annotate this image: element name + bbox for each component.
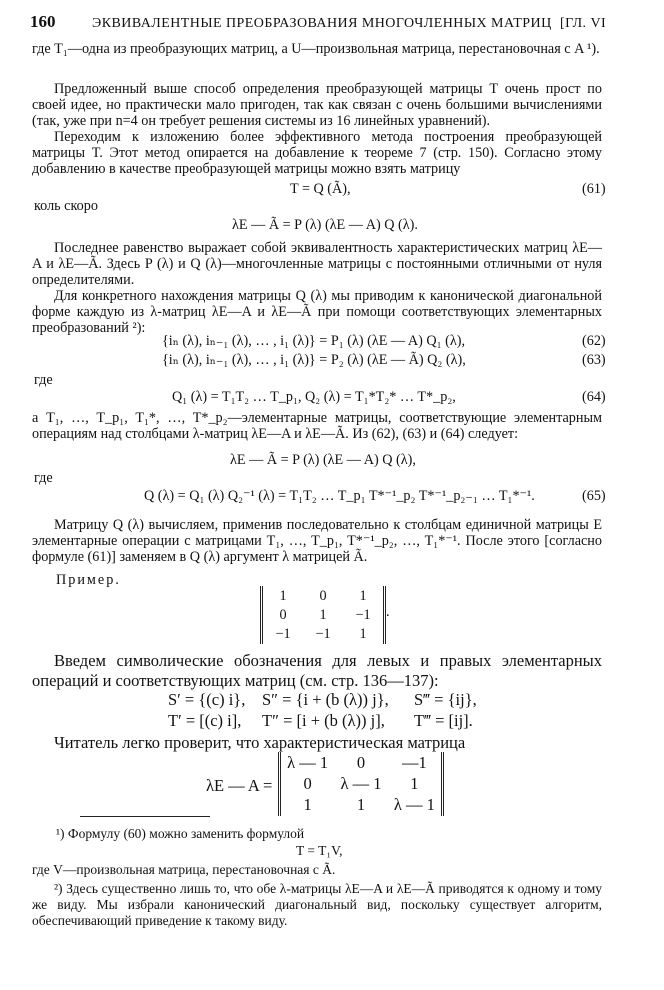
op-t2: T″ = [i + (b (λ)) j], bbox=[262, 711, 385, 730]
matrix-a-cell: −1 bbox=[355, 606, 371, 623]
equation-65-number: (65) bbox=[582, 488, 606, 504]
char-matrix-cell: λ — 1 bbox=[393, 795, 435, 815]
matrix-a-cell: 1 bbox=[319, 606, 327, 623]
big-paragraph-2: Читатель легко проверит, что характеристическая матрица bbox=[54, 733, 466, 752]
paragraph-6: а T₁, …, T_p₁, T₁*, …, T*_p₂—элементарные матрицы, соответствующие элементарным операциям над столбцами λ-матриц λE—A и λE—Ã. Из (62), (63) и (64) следует: bbox=[32, 410, 602, 442]
char-matrix-cell: 1 bbox=[303, 795, 312, 815]
char-matrix-cell: 1 bbox=[356, 795, 366, 815]
op-s1: S′ = {(c) i}, bbox=[168, 690, 246, 709]
equation-mid: λE — Ã = P (λ) (λE — A) Q (λ), bbox=[230, 452, 416, 468]
footnote-2: ²) Здесь существенно лишь то, что обе λ-матрицы λE—A и λE—Ã приводятся к одному и тому же виду. Мы избрали канонический диагональный вид, поскольку существует алгоритм, обеспечивающий приведение к такому виду. bbox=[32, 881, 602, 928]
matrix-a bbox=[260, 586, 386, 644]
matrix-a-cell: −1 bbox=[275, 626, 291, 643]
running-title: ЭКВИВАЛЕНТНЫЕ ПРЕОБРАЗОВАНИЯ МНОГОЧЛЕННЫХ МАТРИЦ bbox=[92, 16, 552, 31]
char-matrix-cell: —1 bbox=[401, 752, 427, 772]
matrix-a-cell: 0 bbox=[279, 606, 287, 623]
equation-61-number: (61) bbox=[582, 181, 606, 197]
big-paragraph-1: Введем символические обозначения для левых и правых элементарных операций и соответствующих матриц (см. стр. 136—137): bbox=[32, 651, 602, 690]
char-matrix-cell: λ — 1 bbox=[287, 752, 329, 772]
matrix-a-cell: 0 bbox=[319, 587, 327, 604]
matrix-a-cell: 1 bbox=[359, 587, 367, 604]
matrix-a-cell: 1 bbox=[359, 626, 367, 643]
paragraph-1: где T₁—одна из преобразующих матриц, а U—произвольная матрица, перестановочная с A ¹). bbox=[32, 41, 600, 57]
paragraph-2: Предложенный выше способ определения преобразующей матрицы T очень прост по своей идее, но практически мало пригоден, так как связан с очень большими вычислениями (так, уже при n=4 он требует решения системы из 16 линейных уравнений). bbox=[32, 81, 602, 129]
char-matrix-cell: 1 bbox=[410, 773, 419, 793]
equation-64-number: (64) bbox=[582, 389, 606, 405]
page-number: 160 bbox=[30, 12, 56, 31]
footnote-divider bbox=[80, 816, 210, 817]
text-gde-2: где bbox=[34, 470, 53, 486]
characteristic-matrix bbox=[278, 752, 444, 816]
equation-65: Q (λ) = Q₁ (λ) Q₂⁻¹ (λ) = T₁T₂ … T_p₁ T*⁻¹_p₂ T*⁻¹_p₂₋₁ … T₁*⁻¹. bbox=[144, 488, 535, 504]
example-label: Пример. bbox=[56, 572, 121, 588]
equation-lambda-equivalence: λE — Ã = P (λ) (λE — A) Q (λ). bbox=[232, 217, 418, 233]
matrix-a-cell: 1 bbox=[279, 587, 287, 604]
text-gde-1: где bbox=[34, 372, 53, 388]
matrix-a-period: . bbox=[386, 604, 390, 620]
paragraph-5: Для конкретного нахождения матрицы Q (λ) мы приводим к канонической диагональной форме каждую из λ-матриц λE—A и λE—Ã при помощи соответствующих элементарных преобразований ²): bbox=[32, 288, 602, 336]
paragraph-3: Переходим к изложению более эффективного метода построения преобразующей матрицы T. Этот метод опирается на добавление к теореме 7 (стр. 150). Согласно этому добавлению в качестве преобразующей матрицы можно взять матрицу bbox=[32, 129, 602, 177]
equation-63: {iₙ (λ), iₙ₋₁ (λ), … , i₁ (λ)} = P₂ (λ) (λE — Ã) Q₂ (λ), bbox=[162, 352, 466, 368]
op-t1: T′ = [(c) i], bbox=[168, 711, 242, 730]
chapter-label: [ГЛ. VI bbox=[560, 16, 607, 31]
char-matrix-cell: λ — 1 bbox=[340, 773, 382, 793]
equation-64: Q₁ (λ) = T₁T₂ … T_p₁, Q₂ (λ) = T₁*T₂* … T*_p₂, bbox=[172, 389, 456, 405]
equation-63-number: (63) bbox=[582, 352, 606, 368]
op-s2: S″ = {i + (b (λ)) j}, bbox=[262, 690, 389, 709]
op-t3: T‴ = [ij]. bbox=[414, 711, 473, 730]
footnote-1-tail: где V—произвольная матрица, перестановочная с Ã. bbox=[32, 862, 336, 877]
paragraph-4: Последнее равенство выражает собой эквивалентность характеристических матриц λE—A и λE—Ã. Здесь P (λ) и Q (λ)—многочленные матрицы с постоянными отличными от нуля определителями. bbox=[32, 240, 602, 288]
text-kol-skoro: коль скоро bbox=[34, 198, 98, 214]
equation-62: {iₙ (λ), iₙ₋₁ (λ), … , i₁ (λ)} = P₁ (λ) (λE — A) Q₁ (λ), bbox=[162, 333, 465, 349]
equation-61: T = Q (Ã), bbox=[290, 181, 351, 197]
matrix-a-cell: −1 bbox=[315, 626, 331, 643]
footnote-1-equation: T = T₁V, bbox=[296, 843, 343, 858]
char-matrix-cell: 0 bbox=[303, 773, 312, 793]
equation-62-number: (62) bbox=[582, 333, 606, 349]
op-s3: S‴ = {ij}, bbox=[414, 690, 477, 709]
char-matrix-cell: 0 bbox=[356, 752, 366, 772]
footnote-1: ¹) Формулу (60) можно заменить формулой bbox=[56, 826, 305, 841]
char-matrix-lhs: λE — A = bbox=[206, 776, 273, 795]
paragraph-7: Матрицу Q (λ) вычисляем, применив последовательно к столбцам единичной матрицы E элементарные операции с матрицами T₁, …, T_p₁, T*⁻¹_p₂, …, T₁*⁻¹. После этого [согласно формуле (61)] заменяем в Q (λ) аргумент λ матрицей Ã. bbox=[32, 517, 602, 565]
